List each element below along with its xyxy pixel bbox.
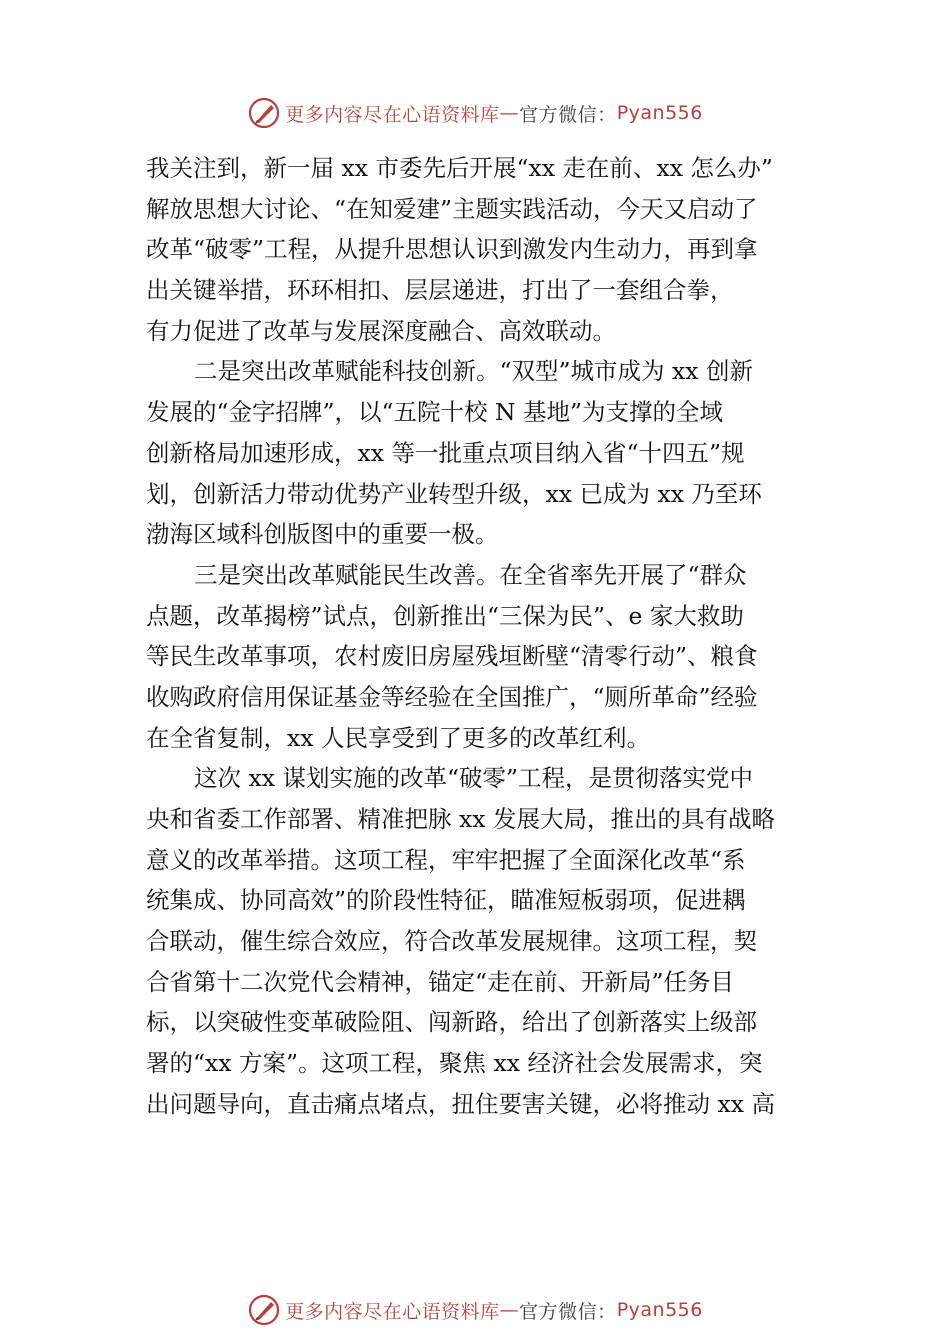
body-line: 出关键举措，环环相扣、层层递进，打出了一套组合拳， [146,276,734,305]
footer-dash: — [499,1299,520,1321]
header-dash: — [499,102,520,124]
body-line: 在全省复制，xx 人民享受到了更多的改革红利。 [146,723,650,752]
paragraph-start-line: 这次 xx 谋划实施的改革“破零”工程，是贯彻落实党中 [194,764,753,793]
body-line: 合省第十二次党代会精神，锚定“走在前、开新局”任务目 [146,967,735,996]
body-line: 划，创新活力带动优势产业转型升级，xx 已成为 xx 乃至环 [146,479,762,508]
footer-site-text: 更多内容尽在心语资料库 [285,1300,500,1323]
body-line: 改革“破零”工程，从提升思想认识到激发内生动力，再到拿 [146,235,758,264]
body-line: 解放思想大讨论、“在知爱建”主题实践活动，今天又启动了 [146,194,758,223]
body-line: 出问题导向，直击痛点堵点，扭住要害关键，必将推动 xx 高 [146,1089,775,1118]
document-body [146,148,822,1125]
body-line: 收购政府信用保证基金等经验在全国推广，“厕所革命”经验 [146,682,758,711]
paragraph-start-line: 三是突出改革赋能民生改善。在全省率先开展了“群众 [194,560,747,589]
body-line: 我关注到，新一届 xx 市委先后开展“xx 走在前、xx 怎么办” [146,154,773,182]
quill-pen-logo-icon [247,96,281,130]
body-line: 点题，改革揭榜”试点，创新推出“三保为民”、e 家大救助 [146,601,744,630]
body-line: 统集成、协同高效”的阶段性特征，瞄准短板弱项，促进耦 [146,886,746,915]
quill-pen-logo-icon [247,1293,281,1327]
body-line: 有力促进了改革与发展深度融合、高效联动。 [146,316,616,345]
header-wechat-id: Pyan556 [616,102,703,124]
body-line: 创新格局加速形成，xx 等一批重点项目纳入省“十四五”规 [146,438,745,467]
header-wechat-label: 官方微信： [519,103,617,126]
header-site-text: 更多内容尽在心语资料库 [285,103,500,126]
body-line: 意义的改革举措。这项工程，牢牢把握了全面深化改革“系 [146,845,746,874]
footer-banner [0,1290,950,1330]
body-line: 标，以突破性变革破险阻、闯新路，给出了创新落实上级部 [146,1008,757,1037]
body-line: 署的“xx 方案”。这项工程，聚焦 xx 经济社会发展需求，突 [146,1049,763,1078]
body-line: 合联动，催生综合效应，符合改革发展规律。这项工程，契 [146,927,757,956]
body-line: 等民生改革事项，农村废旧房屋残垣断壁“清零行动”、粮食 [146,642,758,671]
footer-wechat-id: Pyan556 [616,1299,703,1321]
body-line: 央和省委工作部署、精准把脉 xx 发展大局，推出的具有战略 [146,805,775,833]
body-line: 渤海区域科创版图中的重要一极。 [146,520,499,549]
footer-wechat-label: 官方微信： [519,1300,617,1323]
header-banner [0,93,950,133]
body-line: 发展的“金字招牌”，以“五院十校 N 基地”为支撑的全域 [146,398,724,427]
paragraph-start-line: 二是突出改革赋能科技创新。“双型”城市成为 xx 创新 [194,357,753,386]
